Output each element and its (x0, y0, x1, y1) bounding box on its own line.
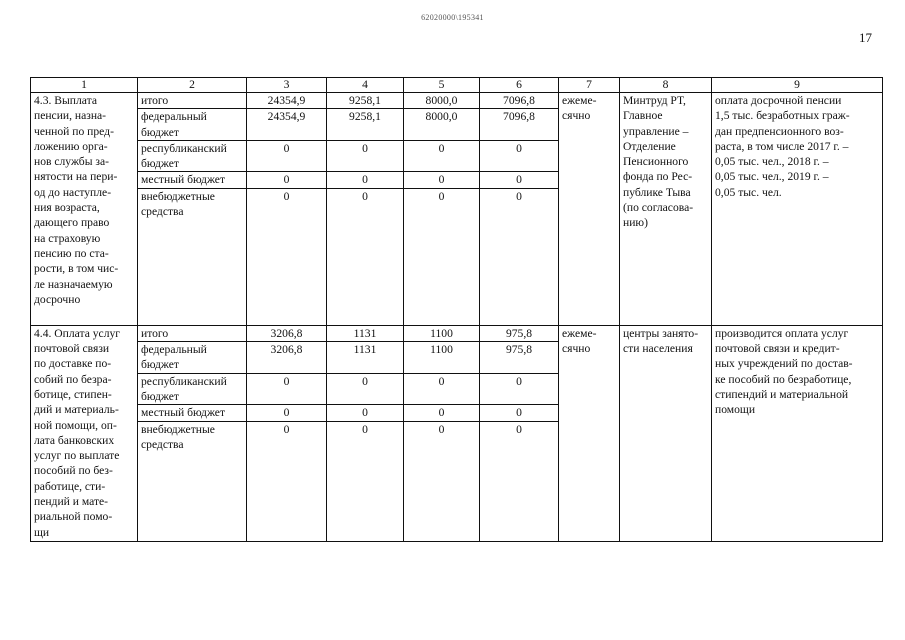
amount-2018: 8000,0 (404, 93, 480, 109)
amount-2017: 9258,1 (327, 109, 404, 141)
amount-total: 24354,9 (247, 93, 327, 109)
amount-2019: 7096,8 (480, 109, 559, 141)
amount-2019: 975,8 (480, 342, 559, 374)
amount-total: 3206,8 (247, 342, 327, 374)
column-header: 9 (712, 78, 883, 93)
funding-source: внебюджетные средства (138, 421, 247, 541)
funding-source: итого (138, 325, 247, 341)
column-header: 3 (247, 78, 327, 93)
period: ежеме- сячно (559, 325, 620, 541)
amount-total: 0 (247, 405, 327, 421)
amount-total: 0 (247, 140, 327, 172)
amount-2019: 7096,8 (480, 93, 559, 109)
amount-2018: 0 (404, 172, 480, 188)
funding-source: внебюджетные средства (138, 188, 247, 325)
amount-total: 24354,9 (247, 109, 327, 141)
amount-2019: 0 (480, 405, 559, 421)
column-header-row (31, 78, 883, 93)
document-stamp: 62020000\195341 (421, 13, 484, 22)
amount-2017: 0 (327, 405, 404, 421)
amount-2017: 0 (327, 172, 404, 188)
amount-2017: 0 (327, 373, 404, 405)
amount-2019: 0 (480, 373, 559, 405)
amount-2017: 1131 (327, 325, 404, 341)
amount-2017: 0 (327, 140, 404, 172)
amount-2018: 1100 (404, 325, 480, 341)
executor: Минтруд РТ, Главное управление – Отделение Пенсионного фонда по Рес- публике Тыва (по согласова- нию) (620, 93, 712, 326)
funding-source: федеральный бюджет (138, 342, 247, 374)
expected-result: оплата досрочной пенсии 1,5 тыс. безработных граж- дан предпенсионного воз- раста, в том числе 2017 г. – 0,05 тыс. чел., 2018 г. – 0,05 тыс. чел., 2019 г. – 0,05 тыс. чел. (712, 93, 883, 326)
amount-2018: 8000,0 (404, 109, 480, 141)
amount-total: 0 (247, 421, 327, 541)
amount-2019: 0 (480, 421, 559, 541)
amount-2019: 0 (480, 172, 559, 188)
column-header: 5 (404, 78, 480, 93)
funding-source: местный бюджет (138, 172, 247, 188)
amount-2017: 1131 (327, 342, 404, 374)
amount-2019: 0 (480, 188, 559, 325)
amount-2018: 0 (404, 421, 480, 541)
executor: центры занято- сти населения (620, 325, 712, 541)
amount-2018: 1100 (404, 342, 480, 374)
table-row (31, 325, 883, 341)
amount-2017: 0 (327, 421, 404, 541)
period: ежеме- сячно (559, 93, 620, 326)
amount-2017: 0 (327, 188, 404, 325)
amount-total: 0 (247, 172, 327, 188)
column-header: 8 (620, 78, 712, 93)
column-header: 6 (480, 78, 559, 93)
page-number: 17 (859, 30, 872, 45)
measures-table (30, 77, 883, 542)
funding-source: республиканский бюджет (138, 373, 247, 405)
amount-2019: 0 (480, 140, 559, 172)
measure-title: 4.3. Выплата пенсии, назна- ченной по пред- ложению орга- нов службы за- нятости на пери- од до наступле- ния возраста, дающего право на страховую пенсию по ста- рости, в том чис- ле назначаемую досрочно (31, 93, 138, 326)
table-row (31, 93, 883, 109)
amount-2019: 975,8 (480, 325, 559, 341)
expected-result: производится оплата услуг почтовой связи и кредит- ных учреждений по достав- ке пособий по безработице, стипендий и материальной помощи (712, 325, 883, 541)
amount-2017: 9258,1 (327, 93, 404, 109)
funding-source: местный бюджет (138, 405, 247, 421)
amount-2018: 0 (404, 405, 480, 421)
amount-2018: 0 (404, 140, 480, 172)
amount-2018: 0 (404, 188, 480, 325)
column-header: 2 (138, 78, 247, 93)
amount-total: 0 (247, 188, 327, 325)
amount-total: 0 (247, 373, 327, 405)
funding-source: республиканский бюджет (138, 140, 247, 172)
funding-source: итого (138, 93, 247, 109)
measure-title: 4.4. Оплата услуг почтовой связи по доставке по- собий по безра- ботице, стипен- дий и материаль- ной помощи, оп- лата банковских услуг по выплате пособий по без- работице, сти- пендий и мате- риальной помо- щи (31, 325, 138, 541)
funding-source: федеральный бюджет (138, 109, 247, 141)
column-header: 4 (327, 78, 404, 93)
column-header: 1 (31, 78, 138, 93)
amount-2018: 0 (404, 373, 480, 405)
amount-total: 3206,8 (247, 325, 327, 341)
column-header: 7 (559, 78, 620, 93)
